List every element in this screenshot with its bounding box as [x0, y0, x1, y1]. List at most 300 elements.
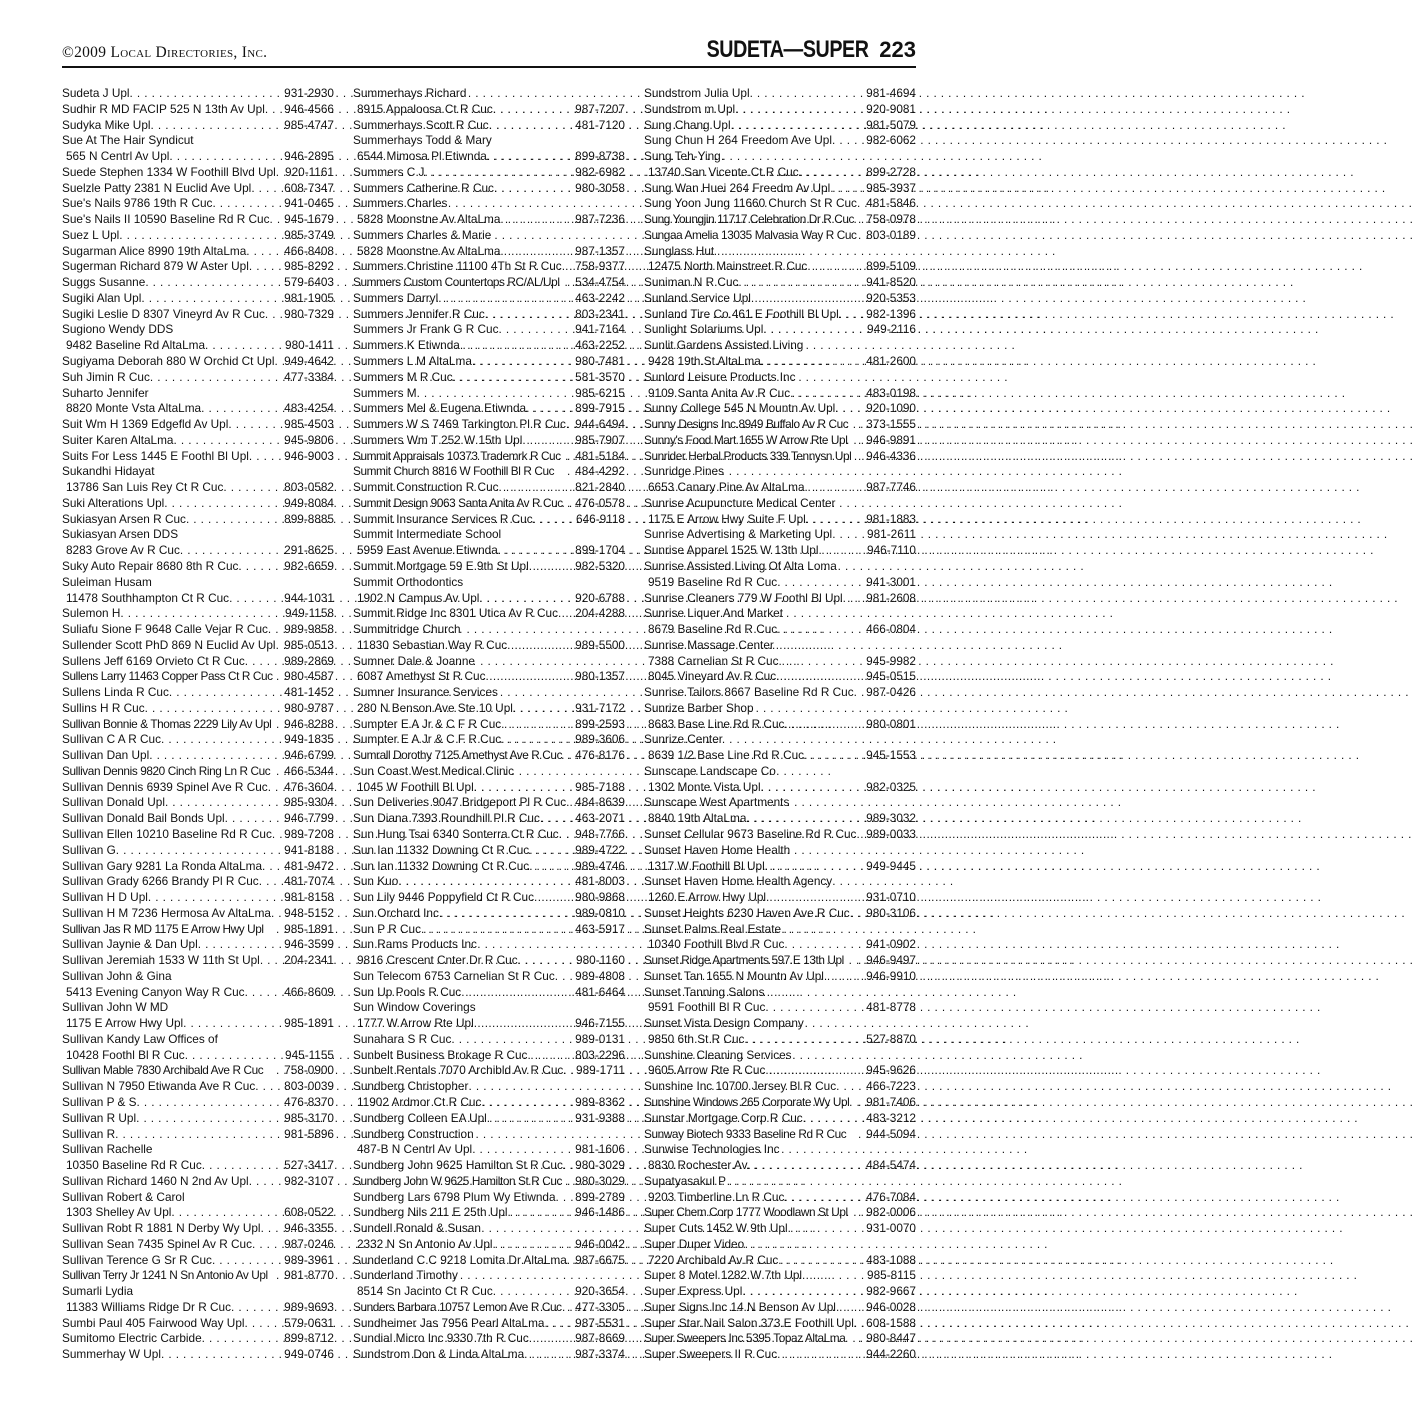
listing-entry — [644, 1268, 916, 1284]
dot-leader — [804, 748, 864, 764]
listing-heading — [353, 1127, 625, 1143]
listing-entry — [353, 543, 625, 559]
dot-leader — [776, 669, 864, 685]
listing-entry — [353, 969, 625, 985]
listing-name: Sun Window Coverings — [353, 1000, 476, 1015]
listing-entry — [62, 985, 334, 1001]
listing-name: Sunrise Apparel 1525 W 13th Upl — [644, 543, 819, 558]
listing-entry — [644, 780, 916, 796]
phone-number: 949-1835 — [284, 732, 334, 747]
listing-heading — [644, 732, 916, 748]
dot-leader — [500, 244, 573, 260]
dot-leader — [493, 1284, 573, 1300]
listing-name: Suky Auto Repair 8680 8th R Cuc — [62, 558, 239, 573]
listing-name: Suelzle Patty 2381 N Euclid Ave Upl — [62, 180, 252, 195]
dot-leader — [750, 86, 865, 102]
listing-name: Sunrize Barber Shop — [644, 700, 754, 715]
listing-name: Sunset Tan 1655 N Mountn Av Upl — [644, 968, 824, 983]
listing-entry — [644, 133, 916, 149]
listing-name: Sung Youngjin 11717 Celebration Dr R Cuc — [644, 212, 855, 227]
phone-number: 980-1357 — [575, 669, 625, 684]
phone-number: 291-8625 — [284, 543, 334, 558]
listing-entry — [353, 275, 625, 291]
listing-entry — [644, 953, 916, 969]
listing-entry — [62, 1095, 334, 1111]
phone-number: 982-1396 — [866, 306, 916, 321]
dot-leader — [169, 149, 282, 165]
phone-number: 980-0801 — [866, 716, 916, 731]
listing-name: Sunrise Assisted Living Of Alta Loma — [644, 558, 837, 573]
listing-entry — [353, 512, 625, 528]
listing-name: 8840 19th AltaLma — [648, 811, 747, 826]
listing-name: 13740 San Vicente Ct R Cuc — [648, 164, 799, 179]
listing-name: 1902 N Campus Av Upl — [357, 590, 480, 605]
listing-name: Sunlit Gardens Assisted Living — [644, 338, 804, 353]
listing-name: 8679 Baseline Rd R Cuc — [648, 622, 778, 637]
dot-leader — [246, 244, 282, 260]
phone-number: 980-8447 — [866, 1331, 916, 1346]
phone-number: 481-6464 — [575, 984, 625, 999]
listing-entry — [644, 859, 916, 875]
listing-name: Sunny College 545 N Mountn Av Upl — [644, 401, 836, 416]
listing-name: Supatyasakul P — [644, 1173, 726, 1188]
listing-entry — [353, 717, 625, 733]
listing-entry — [62, 212, 334, 228]
listing-name: Summers Jennifer R Cuc — [353, 306, 485, 321]
listing-name: Sullens Larry 11463 Copper Pass Ct R Cuc — [62, 669, 273, 684]
listing-name: 487-B N Centrl Av Upl — [357, 1142, 473, 1157]
phone-number: 980-3058 — [575, 180, 625, 195]
listing-name: 5959 East Avenue Etiwnda — [357, 543, 498, 558]
listing-name: Sunny's Food Mart 1655 W Arrow Rte Upl — [644, 432, 848, 447]
dot-leader — [805, 480, 865, 496]
listing-entry — [644, 433, 916, 449]
dot-leader — [566, 795, 573, 811]
listing-name: Sunset Vista Design Company — [644, 1016, 804, 1031]
dot-leader — [513, 701, 573, 717]
phone-number: 463-2252 — [575, 338, 625, 353]
listing-entry — [62, 228, 334, 244]
listing-heading — [353, 1221, 625, 1237]
dot-leader — [777, 1347, 864, 1363]
phone-number: 989-0810 — [575, 905, 625, 920]
listing-column-3 — [644, 86, 916, 1363]
listing-name: Super Sweepers II R Cuc — [644, 1347, 778, 1362]
listing-name: 8820 Monte Vsta AltaLma — [66, 401, 202, 416]
listing-name: Suits For Less 1445 E Foothl Bl Upl — [62, 448, 249, 463]
phone-number: 989-0033 — [866, 826, 916, 841]
dot-leader — [559, 827, 573, 843]
phone-number: 982-6982 — [575, 164, 625, 179]
dot-leader — [518, 953, 574, 969]
listing-name: Super Duper Video — [644, 1236, 745, 1251]
listing-entry — [62, 354, 334, 370]
phone-number: 985-0513 — [284, 637, 334, 652]
listing-entry — [644, 401, 916, 417]
phone-number: 987-8669 — [575, 1331, 625, 1346]
phone-number: 481-1452 — [284, 685, 334, 700]
dot-leader — [501, 732, 573, 748]
dot-leader — [508, 1205, 574, 1221]
listing-entry — [62, 1127, 334, 1143]
phone-number: 463-2071 — [575, 811, 625, 826]
phone-number: 483-0198 — [866, 385, 916, 400]
phone-number: 980-9787 — [284, 700, 334, 715]
phone-number: 946-7799 — [284, 811, 334, 826]
listing-name: Sunders Barbara 10757 Lemon Ave R Cuc — [353, 1299, 562, 1314]
listing-heading — [644, 1174, 916, 1190]
listing-entry — [644, 685, 916, 701]
listing-name: 9519 Baseline Rd R Cuc — [648, 574, 778, 589]
dot-leader — [529, 859, 573, 875]
dot-leader — [268, 622, 282, 638]
listing-entry — [644, 512, 916, 528]
dot-leader — [265, 102, 282, 118]
dot-leader — [501, 717, 573, 733]
listing-entry — [353, 212, 625, 228]
phone-number: 481-5846 — [866, 196, 916, 211]
listing-name: Summerhays Todd & Mary — [353, 133, 492, 148]
listing-entry — [62, 1316, 334, 1332]
listing-entry — [62, 874, 334, 890]
listing-heading — [644, 1016, 916, 1032]
phone-number: 821-2840 — [575, 480, 625, 495]
phone-number: 463-2242 — [575, 290, 625, 305]
phone-number: 981-1606 — [575, 1142, 625, 1157]
listing-name: Sullivan Mable 7830 Archibald Ave R Cuc — [62, 1063, 264, 1078]
listing-name: Sullivan H M 7236 Hermosa Av AltaLma — [62, 905, 271, 920]
dot-leader — [198, 937, 282, 953]
listing-name: Sumitomo Electric Carbide — [62, 1331, 202, 1346]
dot-leader — [438, 291, 573, 307]
listing-name: 1302 Monte Vista Upl — [648, 779, 761, 794]
dot-leader — [534, 890, 573, 906]
listing-name: Sugarman Alice 8990 19th AltaLma — [62, 243, 247, 258]
listing-name: 11383 Williams Ridge Dr R Cuc — [66, 1299, 231, 1314]
listing-name: Suniman N R Cuc — [644, 275, 739, 290]
listing-name: Sunrise Massage Center — [644, 637, 774, 652]
listing-entry — [353, 859, 625, 875]
phone-number: 982-5320 — [575, 558, 625, 573]
listing-name: Suit Wm H 1369 Edgefld Av Upl — [62, 417, 229, 432]
listing-entry — [62, 1048, 334, 1064]
dot-leader — [238, 559, 282, 575]
dot-leader — [832, 527, 865, 543]
phone-number: 946-9910 — [866, 968, 916, 983]
listing-name: Sullivan John W MD — [62, 1000, 169, 1015]
phone-number: 946-4336 — [866, 448, 916, 463]
phone-number: 949-2116 — [867, 322, 916, 337]
listing-name: Sullivan G — [62, 842, 116, 857]
listing-name: Sullivan Donald Bail Bonds Upl — [62, 811, 225, 826]
listing-entry — [62, 764, 334, 780]
phone-number: 985-8115 — [867, 1268, 916, 1283]
listing-heading — [644, 559, 916, 575]
phone-number: 941-0465 — [284, 196, 334, 211]
listing-entry — [62, 1237, 334, 1253]
phone-number: 946-9497 — [866, 953, 916, 968]
phone-number: 481-8778 — [866, 1000, 916, 1015]
listing-name: 8915 Appaloosa Ct R Cuc — [357, 101, 493, 116]
phone-number: 899-8712 — [284, 1331, 334, 1346]
listing-name: Summitridge Church — [353, 622, 461, 637]
dot-leader — [747, 1158, 864, 1174]
dot-leader — [183, 1016, 282, 1032]
dot-leader — [201, 401, 282, 417]
listing-entry — [353, 701, 625, 717]
listing-entry — [644, 827, 916, 843]
listing-entry — [353, 165, 625, 181]
listing-heading — [644, 1048, 916, 1064]
listing-entry — [353, 1347, 625, 1363]
dot-leader — [562, 259, 573, 275]
listing-heading — [62, 527, 334, 543]
listing-name: Sun Kuo — [353, 874, 399, 889]
listing-heading — [62, 386, 334, 402]
listing-name: Sunderland Timothy — [353, 1268, 458, 1283]
phone-number: 483-4254 — [284, 401, 334, 416]
listing-entry — [644, 102, 916, 118]
dot-leader — [763, 322, 865, 338]
phone-number: 466-8609 — [284, 984, 334, 999]
phone-number: 981-7406 — [866, 1095, 916, 1109]
listing-entry — [353, 748, 625, 764]
dot-leader — [556, 1190, 574, 1206]
phone-number: 758-9377 — [575, 259, 625, 274]
listing-name: Sunset Heights 6230 Haven Ave R Cuc — [644, 905, 850, 920]
dot-leader — [461, 985, 573, 1001]
phone-number: 920-6788 — [575, 590, 625, 605]
listing-entry — [62, 512, 334, 528]
listing-name: 11830 Sebastian Way R Cuc — [357, 637, 508, 652]
listing-name: Sunset Tanning Salons — [644, 984, 765, 999]
listing-entry — [644, 480, 916, 496]
listing-name: Sunbelt Rentals 7070 Archibld Av R Cuc — [353, 1063, 564, 1078]
listing-entry — [62, 906, 334, 922]
dot-leader — [145, 275, 282, 291]
page-range-title: SUDETA—SUPER — [706, 36, 869, 63]
listing-name: Sullivan P & S — [62, 1095, 137, 1109]
phone-number: 981-1905 — [284, 290, 334, 305]
listing-entry — [644, 1127, 916, 1143]
listing-entry — [644, 1300, 916, 1316]
listing-name: Sullens Jeff 6169 Orvieto Ct R Cuc — [62, 653, 245, 668]
dot-leader — [171, 1205, 282, 1221]
phone-number: 985-1891 — [284, 1016, 334, 1031]
dot-leader — [245, 1316, 283, 1332]
listing-name: Sullivan Ellen 10210 Baseline Rd R Cuc — [62, 826, 272, 841]
phone-number: 476-0578 — [575, 495, 625, 510]
listing-name: Summers Jr Frank G R Cuc — [353, 322, 499, 337]
listing-name: 1175 E Arrow Hwy Upl — [66, 1016, 184, 1031]
listing-name: 9109 Santa Anita Av R Cuc — [648, 385, 791, 400]
phone-number: 982-9667 — [866, 1284, 916, 1299]
listing-name: 8045 Vineyard Av R Cuc — [648, 669, 777, 684]
listing-entry — [62, 717, 334, 733]
listing-heading — [644, 606, 916, 622]
listing-entry — [644, 181, 916, 197]
listing-heading — [353, 1079, 625, 1095]
listing-entry — [62, 480, 334, 496]
listing-name: Summers Christine 11100 4Th St R Cuc — [353, 259, 562, 274]
listing-heading — [644, 874, 916, 890]
dot-leader — [120, 606, 283, 622]
dot-leader — [268, 780, 282, 796]
dot-leader — [857, 196, 864, 212]
listing-name: Super Star Nail Salon 373 E Foothill Upl — [644, 1315, 854, 1330]
listing-name: Sundberg Construction — [353, 1126, 474, 1141]
listing-entry — [62, 181, 334, 197]
listing-name: Sunland Tire Co 461 E Foothill Bl Upl — [644, 306, 839, 321]
dot-leader — [460, 338, 573, 354]
listing-name: Sue's Nails 9786 19th R Cuc — [62, 196, 213, 211]
listing-entry — [62, 433, 334, 449]
phone-number: 982-0325 — [866, 779, 916, 794]
dot-leader — [137, 1095, 283, 1111]
dot-leader — [119, 228, 282, 244]
listing-entry — [62, 307, 334, 323]
listing-entry — [644, 275, 916, 291]
listing-entry — [353, 906, 625, 922]
listing-entry — [62, 370, 334, 386]
listing-name: Sundell Ronald & Susan — [353, 1221, 481, 1236]
dot-leader — [529, 1331, 573, 1347]
listing-name: Suiter Karen AltaLma — [62, 432, 174, 447]
listing-name: 11478 Southhampton Ct R Cuc — [66, 590, 230, 605]
dot-leader — [472, 354, 573, 370]
listing-name: Sudyka Mike Upl — [62, 117, 151, 132]
listing-entry — [62, 1111, 334, 1127]
phone-number: 481-7120 — [575, 117, 625, 132]
listing-name: 8639 1/2 Base Line Rd R Cuc — [648, 748, 805, 763]
dot-leader — [836, 1079, 864, 1095]
phone-number: 527-3417 — [284, 1158, 334, 1173]
listing-name: Suki Alterations Upl — [62, 495, 165, 510]
listing-name: Summit Intermediate School — [353, 527, 502, 542]
listing-name: Sullivan John & Gina — [62, 968, 172, 983]
phone-number: 989-0131 — [575, 1031, 625, 1046]
phone-number: 481-8003 — [575, 874, 625, 889]
listing-entry — [644, 1111, 916, 1127]
listing-entry — [62, 685, 334, 701]
listing-name: Summers W S 7469 Tarkington Pl R Cuc — [353, 417, 566, 432]
dot-leader — [261, 1221, 283, 1237]
listing-name: Sullivan Robt R 1881 N Derby Wy Upl — [62, 1221, 261, 1236]
listing-entry — [62, 102, 334, 118]
phone-number: 949-1158 — [285, 606, 334, 621]
dot-leader — [765, 1063, 864, 1079]
listing-entry — [353, 102, 625, 118]
dot-leader — [249, 259, 282, 275]
dot-leader — [799, 165, 865, 181]
phone-number: 946-9891 — [866, 432, 916, 447]
listing-name: 10350 Baseline Rd R Cuc — [66, 1158, 202, 1173]
listing-name: Sunahara S R Cuc — [353, 1031, 452, 1046]
listing-entry — [644, 118, 916, 134]
listing-entry — [644, 937, 916, 953]
listing-name: Sugiono Wendy DDS — [62, 322, 174, 337]
listing-name: Sullivan Grady 6266 Brandy Pl R Cuc — [62, 874, 259, 889]
dot-leader — [265, 307, 282, 323]
listing-name: 11902 Ardmor Ct R Cuc — [357, 1095, 482, 1109]
phone-number: 980-7329 — [284, 306, 334, 321]
listing-entry — [62, 338, 334, 354]
dot-leader — [540, 811, 573, 827]
phone-number: 481-7074 — [284, 874, 334, 889]
listing-entry — [62, 291, 334, 307]
phone-number: 985-3937 — [866, 180, 916, 195]
dot-leader — [818, 543, 865, 559]
listing-entry — [353, 1142, 625, 1158]
listing-entry — [62, 417, 334, 433]
listing-name: Summit Design 9063 Santa Anita Av R Cuc — [353, 495, 563, 510]
dot-leader — [832, 133, 864, 149]
dot-leader — [498, 543, 573, 559]
listing-name: Sunway Biotech 9333 Baseline Rd R Cuc — [644, 1126, 847, 1141]
dot-leader — [259, 874, 282, 890]
listing-name: Sun Up Pools R Cuc — [353, 984, 462, 999]
listing-name: Summit Church 8816 W Foothill Bl R Cuc — [353, 464, 555, 479]
phone-number: 982-3107 — [284, 1173, 334, 1188]
dot-leader — [522, 433, 573, 449]
listing-name: Sugiyama Deborah 880 W Orchid Ct Upl — [62, 354, 275, 369]
listing-entry — [644, 1000, 916, 1016]
dot-leader — [563, 1158, 573, 1174]
phone-number: 899-2593 — [575, 716, 625, 731]
listing-name: Sunset Haven Home Health — [644, 842, 791, 857]
phone-number: 931-7172 — [575, 700, 625, 715]
listing-name: 1260 E Arrow Hwy Upl — [648, 890, 767, 905]
listing-entry — [62, 795, 334, 811]
phone-number: 803-2296 — [575, 1047, 625, 1062]
phone-number: 946-4566 — [284, 101, 334, 116]
phone-number: 481-9472 — [284, 858, 334, 873]
listing-heading — [644, 464, 916, 480]
dot-leader — [245, 654, 282, 670]
phone-number: 899-8738 — [575, 149, 625, 164]
listing-name: Sumner Insurance Services — [353, 685, 498, 700]
listing-entry — [353, 480, 625, 496]
listing-name: Sun Telecom 6753 Carnelian St R Cuc — [353, 968, 555, 983]
phone-number: 948-5152 — [284, 905, 334, 920]
dot-leader — [276, 638, 283, 654]
listing-name: Sunlord Leisure Products Inc — [644, 369, 796, 384]
dot-leader — [558, 606, 573, 622]
listing-name: Sundstrom Don & Linda AltaLma — [353, 1347, 525, 1362]
listing-name: Sunderland C C 9218 Lomita Dr AltaLma — [353, 1252, 567, 1267]
copyright-notice: ©2009 Local Directories, Inc. — [62, 44, 268, 61]
listing-name: Sullender Scott PhD 869 N Euclid Av Upl — [62, 637, 276, 652]
phone-number: 373-1555 — [866, 417, 916, 432]
listing-entry — [644, 890, 916, 906]
phone-number: 476-8370 — [284, 1095, 334, 1109]
dot-leader — [779, 654, 865, 670]
phone-number: 989-1711 — [576, 1063, 625, 1078]
phone-number: 581-3570 — [575, 369, 625, 384]
listing-name: Sudhir R MD FACIP 525 N 13th Av Upl — [62, 101, 265, 116]
phone-number: 803-2341 — [575, 306, 625, 321]
listing-name: 1303 Shelley Av Upl — [66, 1205, 172, 1220]
listing-name: Suh Jimin R Cuc — [62, 369, 150, 384]
dot-leader — [141, 291, 282, 307]
phone-number: 980-3029 — [575, 1158, 625, 1173]
phone-number: 803-0189 — [866, 227, 916, 242]
dot-leader — [731, 118, 865, 134]
phone-number: 987-1357 — [575, 243, 625, 258]
listing-name: Suez L Upl — [62, 227, 120, 242]
header-right — [671, 36, 916, 64]
listing-heading — [62, 1000, 334, 1016]
